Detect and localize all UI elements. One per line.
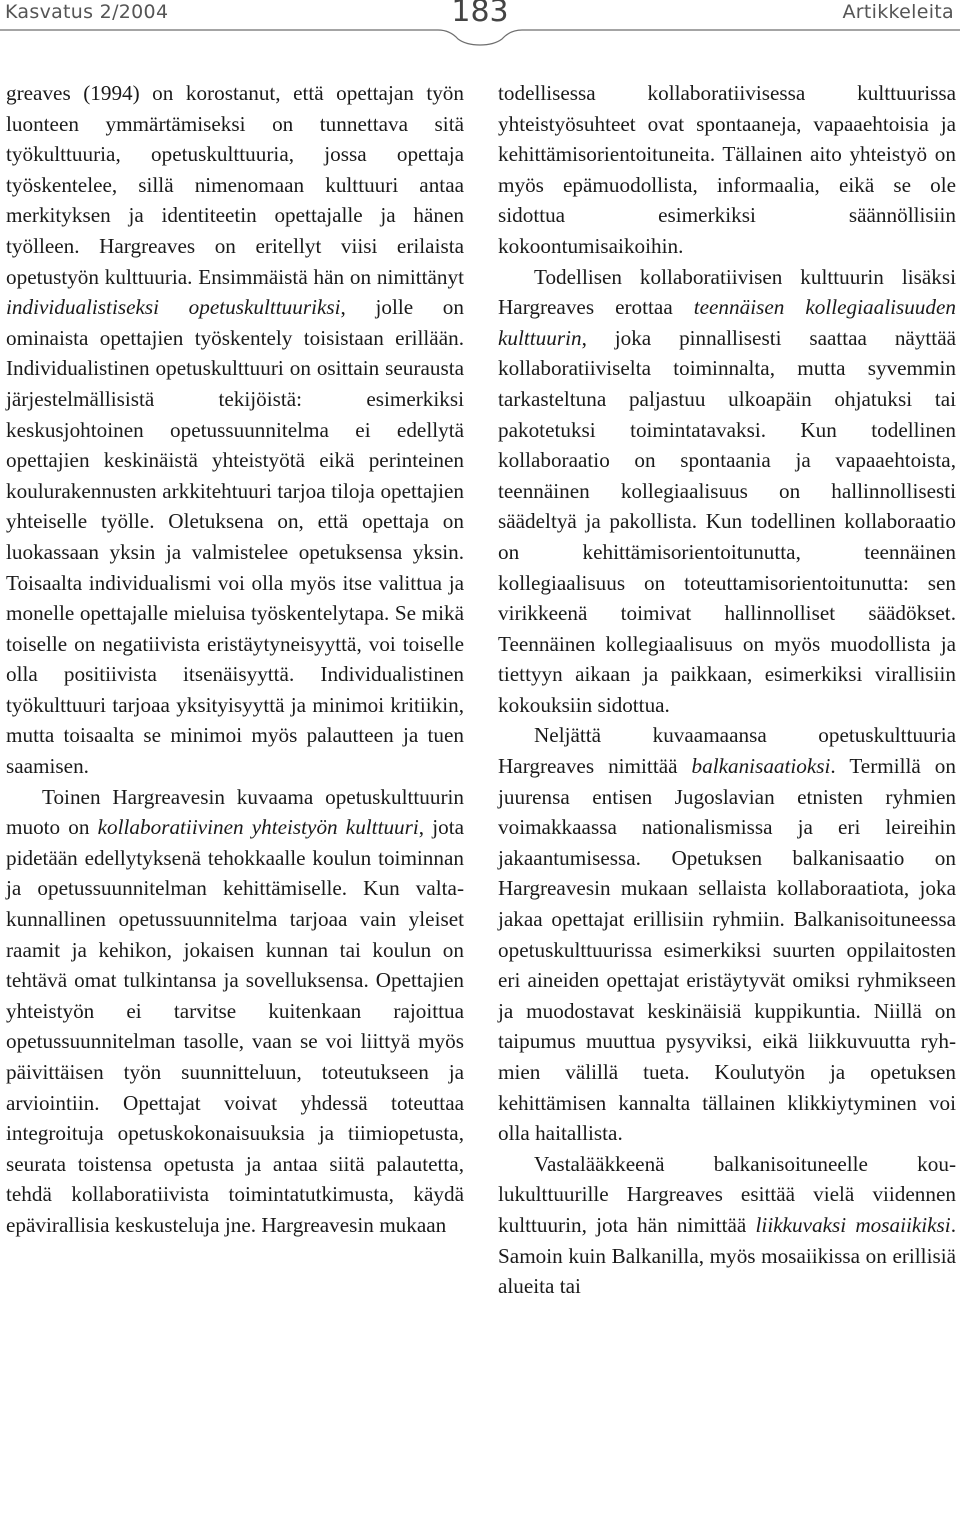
left-text-column [6,78,464,1241]
body-text: . Samoin kuin Balkanilla, myös mosaiikissa on erillisiä alueita tai [498,1212,956,1299]
body-text: Vastalääkkeenä balkanisoituneelle koulukulttuurille Hargreaves esittää vielä viidennen kulttuurin, jota hän nimittää [498,1151,956,1237]
paragraph [498,1149,956,1302]
body-text: , jolle on ominaista opettajien työskentely toisistaan erillään. Individualistinen opetuskulttuuri on osittain seurausta järjestelmällisistä tekijöistä: esimerkiksi keskusjohtoinen opetussuunnitelma ei edellytä opettajien keskinäistä yhteistyötä eikä perinteinen koulurakennusten arkkitehtuuri tarjoa tiloja opettajien yhteiselle työlle. Oletuksena on, että opettaja on luokassaan yksin ja valmistelee opetuksensa yksin. Toisaalta individualismi voi olla myös itse valittua ja monelle opettajalle mieluisa työskentelytapa. Se mikä toiselle on negatiivista eristäytyneisyyttä, voi toiselle olla positiivista itsenäisyyttä. Individualistinen työkulttuuri tarjoaa yksityisyyttä ja minimoi kritiikin, mutta toisaalta se minimoi myös palautteen ja tuen saamisen. [6,295,464,779]
italic-term: balkanisaatioksi [691,754,831,779]
italic-term: teennäisen kollegiaalisuuden kulttuurin [498,295,956,350]
italic-term: kollaboratiivinen yhteistyön kulttuuri [97,815,419,840]
body-text: todellisessa kollaboratiivisessa kulttuurissa yhteistyösuhteet ovat spontaaneja, vapaaehtoisia ja kehittämisorientoituneita. Tällainen aito yhteistyö on myös epämuodollista, informaalia, eikä se ole sidottua esimerkiksi säännöllisiin kokoontumisaikoihin. [498,81,956,258]
paragraph [498,720,956,1148]
page-header [0,0,960,46]
body-text: greaves (1994) on korostanut, että opettajan työn luonteen ymmärtämiseksi on tunnettava sitä työkulttuuria, opetuskulttuuria, jossa opettaja työskentelee, sillä nimenomaan kulttuuri antaa merkityksen ja identiteetin opettajalle ja hänen työlleen. Hargreaves on eritellyt viisi erilaista opetustyön kulttuuria. Ensimmäistä hän on nimittänyt [6,81,464,289]
body-text: . Termillä on juurensa entisen Jugoslavian etnisten ryhmien voimakkaassa nationalismissa ja eri leireihin jakaantumisessa. Opetuksen balkanisaatio on Hargreavesin mukaan sellaista kollaboraatiota, joka jakaa opettajat erillisiin ryhmiin. Balkanisoituneessa opetuskulttuurissa esimerkiksi suurten oppilaitosten eri aineiden opettajat eristäytyvät omiksi ryhmikseen ja muodostavat keskinäisiä kuppikuntia. Niillä on taipumus muuttua pysyviksi, eikä liikkuvuutta ryhmien välillä tueta. Koulutyön ja opetuksen kehittämisen kannalta tällainen klikkiytyminen voi olla haitallista. [498,754,956,1146]
italic-term: liikkuvaksi mosaiikiksi [755,1212,951,1237]
italic-term: individualistiseksi opetuskulttuuriksi [6,295,341,320]
body-text: Todellisen kollaboratiivisen kulttuurin lisäksi Hargreaves erottaa [498,264,956,320]
journal-name: Kasvatus 2/2004 [5,1,169,23]
right-text-column [498,78,956,1302]
paragraph [498,262,956,721]
paragraph [498,78,956,262]
body-text: Neljättä kuvaamaansa opetuskulttuuria Hargreaves nimittää [498,723,956,779]
paragraph [6,782,464,1241]
section-name: Artikkeleita [842,1,954,23]
body-text: , jota pidetään edellytyksenä tehokkaalle koulun toiminnan ja opetussuunnitelman kehittämiselle. Kun valtakunnallinen opetussuunnitelma tarjoaa vain yleiset raamit ja kehikon, jokaisen kunnan tai koulun on tehtävä omat tulkintansa ja sovelluksensa. Opettajien yhteistyön ei tarvitse kuitenkaan rajoittua opetussuunnitelman tasolle, vaan se voi liittyä myös päivittäisen työn suunnitteluun, toteutukseen ja arviointiin. Opettajat voivat yhdessä toteuttaa integroituja opetuskokonaisuuksia ja tiimiopetusta, seurata toistensa opetusta ja antaa siitä palautetta, tehdä kollaboratiivista toimintatutkimusta, käydä epävirallisia keskusteluja jne. Hargreavesin mukaan [6,815,465,1237]
page-number: 183 [451,0,509,29]
header-rule [0,29,960,49]
body-text: , joka pinnallisesti saattaa näyttää kollaboratiiviselta toiminnalta, mutta syvemmin tarkasteltuna paljastuu ulkoapäin ohjatuksi tai pakotetuksi toimintatavaksi. Kun todellinen kollaboraatio on spontaania ja vapaaehtoista, teennäinen kollegiaalisuus on hallinnollisesti säädeltyä ja pakollista. Kun todellinen kollaboraatio on kehittämisorientoitunutta, teennäinen kollegiaalisuus on toteuttamisorientoitunutta: sen virikkeenä toimivat hallinnolliset säädökset. Teennäinen kollegiaalisuus on myös muodollista ja tiettyyn aikaan ja paikkaan, esimerkiksi virallisiin kokouksiin sidottua. [498,325,956,717]
body-text: Toinen Hargreavesin kuvaama opetuskulttuurin muoto on [6,784,464,840]
paragraph [6,78,464,782]
